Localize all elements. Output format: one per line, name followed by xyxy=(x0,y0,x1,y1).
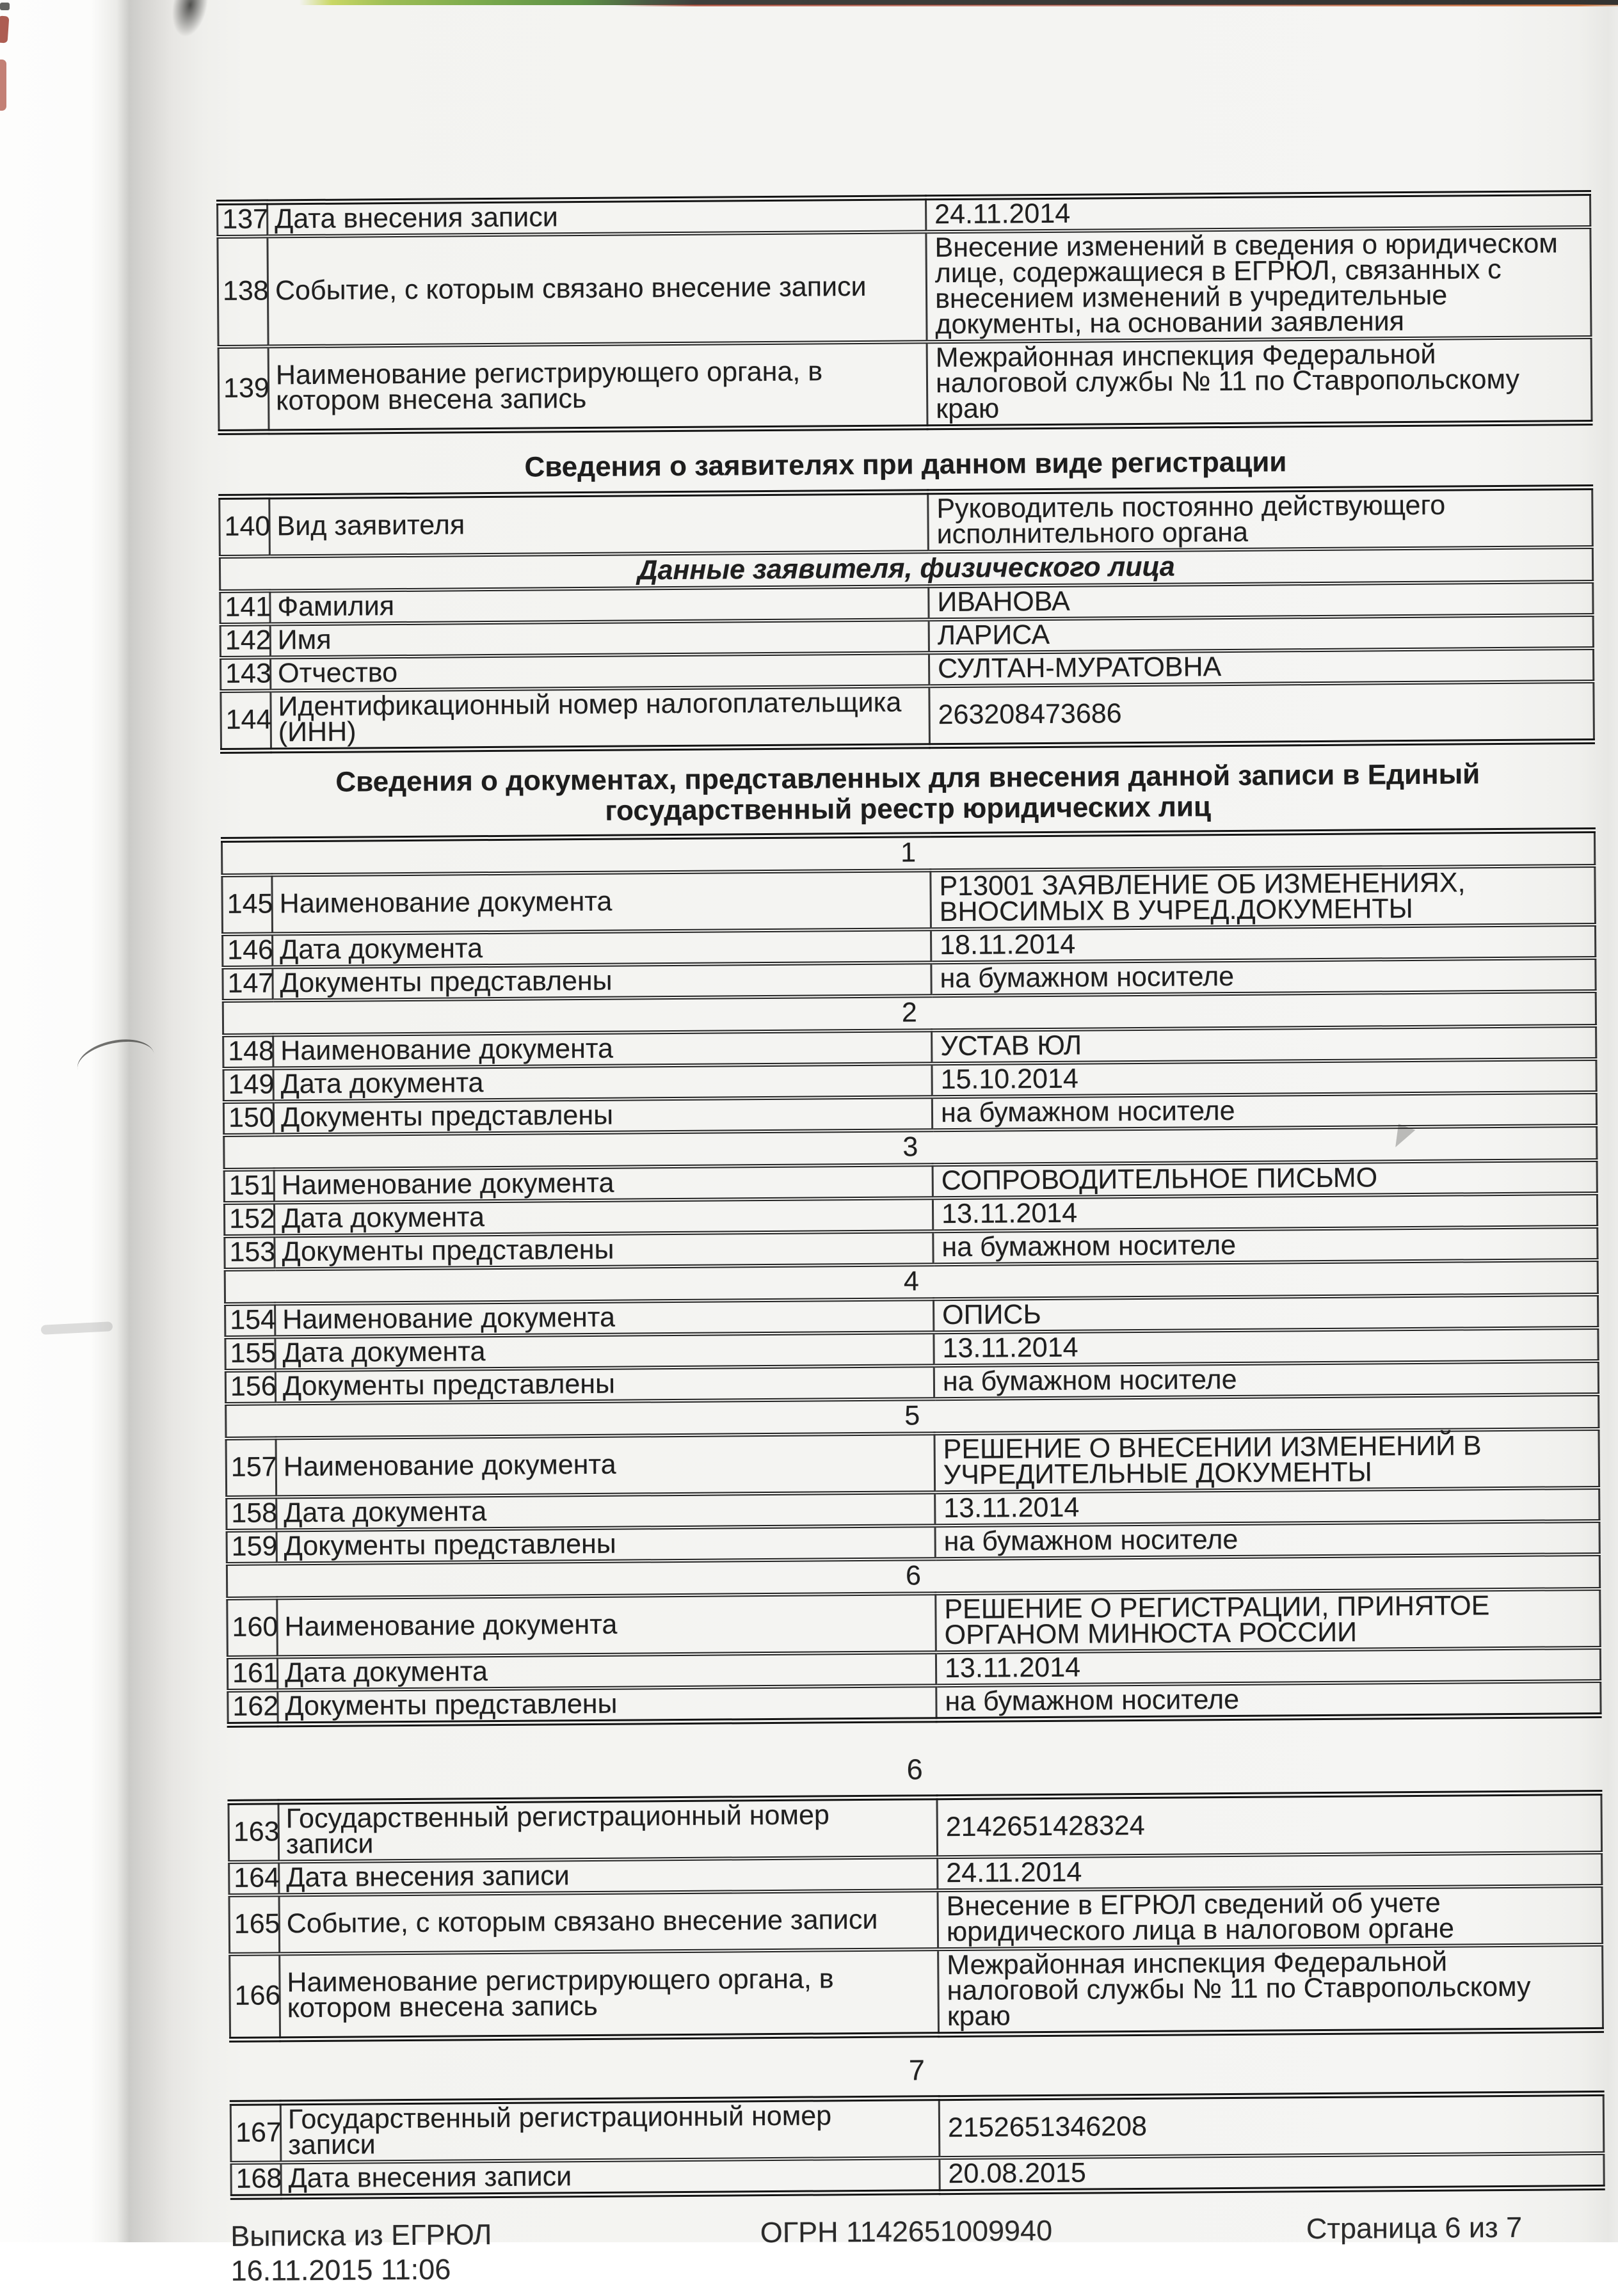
record-section-number-6: 6 xyxy=(906,1753,923,1786)
row-number-cell: 167 xyxy=(230,2103,281,2163)
row-value-cell: 13.11.2014 xyxy=(934,1328,1598,1366)
row-label-cell: Наименование документа xyxy=(276,1433,935,1497)
row-number-cell: 163 xyxy=(228,1802,279,1862)
table-row xyxy=(228,1792,1602,1862)
row-label-cell: Дата внесения записи xyxy=(281,2158,940,2197)
row-value-cell: 13.11.2014 xyxy=(936,1648,1600,1686)
table-row xyxy=(227,1589,1601,1657)
record-section-number-7: 7 xyxy=(908,2053,925,2087)
row-number-cell: 166 xyxy=(230,1954,280,2039)
row-value-cell: РЕШЕНИЕ О РЕГИСТРАЦИИ, ПРИНЯТОЕ ОРГАНОМ МИНЮСТА РОССИИ xyxy=(936,1589,1601,1652)
row-value-cell: 18.11.2014 xyxy=(931,925,1595,962)
row-label-cell: Государственный регистрационный номер записи xyxy=(280,2098,940,2163)
document-group-number-cell: 1 xyxy=(221,830,1594,875)
footer-doc-title-line: Выписка из ЕГРЮЛ xyxy=(230,2218,492,2252)
row-number-cell: 151 xyxy=(224,1169,274,1203)
document-group-number-cell: 5 xyxy=(226,1394,1599,1439)
row-number-cell: 147 xyxy=(223,967,273,1001)
row-label-cell: Наименование документа xyxy=(275,1299,934,1337)
row-number-cell: 141 xyxy=(220,591,270,625)
row-value-cell: 13.11.2014 xyxy=(935,1488,1599,1526)
row-value-cell: Руководитель постоянно действующего исполнительного органа xyxy=(928,488,1593,552)
row-number-cell: 137 xyxy=(218,202,268,237)
table-row xyxy=(218,227,1591,347)
row-value-cell: на бумажном носителе xyxy=(932,1092,1596,1130)
row-label-cell: Документы представлены xyxy=(275,1231,933,1269)
row-value-cell: 13.11.2014 xyxy=(933,1193,1597,1231)
row-number-cell: 154 xyxy=(225,1303,275,1337)
row-label-cell: Наименование документа xyxy=(274,1165,933,1202)
row-number-cell: 145 xyxy=(222,875,273,934)
record6-table xyxy=(227,1790,1604,2043)
row-value-cell: ИВАНОВА xyxy=(929,582,1593,619)
row-value-cell: 24.11.2014 xyxy=(938,1853,1602,1890)
row-number-cell: 138 xyxy=(218,236,268,347)
row-number-cell: 164 xyxy=(229,1862,279,1895)
row-value-cell: на бумажном носителе xyxy=(935,1521,1599,1559)
document-group-number-cell: 4 xyxy=(225,1260,1598,1304)
row-value-cell: Внесение изменений в сведения о юридическом лице, содержащиеся в ЕГРЮЛ, связанных с внесением изменений в учредительные документы, на основании заявления xyxy=(926,227,1591,342)
row-number-cell: 143 xyxy=(220,657,270,691)
footer-timestamp: 16.11.2015 11:06 xyxy=(230,2252,451,2287)
row-number-cell: 156 xyxy=(225,1370,275,1404)
row-label-cell: Наименование документа xyxy=(273,1030,932,1068)
table-row xyxy=(220,488,1593,557)
row-value-cell: Межрайонная инспекция Федеральной налоговой службы № 11 по Ставропольскому краю xyxy=(938,1945,1603,2035)
row-number-cell: 161 xyxy=(227,1657,277,1691)
row-label-cell: Дата документа xyxy=(277,1652,936,1690)
row-number-cell: 165 xyxy=(229,1895,280,1954)
row-label-cell: Вид заявителя xyxy=(269,492,929,557)
row-number-cell: 146 xyxy=(223,934,273,968)
row-number-cell: 158 xyxy=(227,1497,276,1531)
row-number-cell: 148 xyxy=(223,1035,273,1069)
scan-edge-red-mark xyxy=(0,15,9,43)
section-heading-applicants: Сведения о заявителях при данном виде регистрации xyxy=(524,446,1287,483)
row-label-cell: Событие, с которым связано внесение записи xyxy=(268,232,927,346)
documents-table xyxy=(221,827,1602,1728)
record7-table xyxy=(230,2091,1605,2200)
row-label-cell: Наименование регистрирующего органа, в котором внесена запись xyxy=(268,342,927,432)
row-number-cell: 144 xyxy=(221,690,271,751)
row-label-cell: Документы представлены xyxy=(278,1686,936,1725)
row-value-cell: СОПРОВОДИТЕЛЬНОЕ ПИСЬМО xyxy=(933,1160,1597,1198)
row-label-cell: Документы представлены xyxy=(273,962,931,1000)
applicant-person-subheader-cell: Данные заявителя, физического лица xyxy=(220,547,1592,591)
row-value-cell: ОПИСЬ xyxy=(934,1295,1598,1332)
document-group-number-cell: 3 xyxy=(224,1126,1597,1170)
row-value-cell: Межрайонная инспекция Федеральной налоговой службы № 11 по Ставропольскому краю xyxy=(927,337,1592,427)
row-number-cell: 153 xyxy=(225,1236,275,1270)
row-number-cell: 162 xyxy=(228,1690,278,1725)
row-label-cell: Документы представлены xyxy=(276,1526,935,1563)
document-group-number-cell: 6 xyxy=(227,1554,1599,1598)
row-value-cell: УСТАВ ЮЛ xyxy=(932,1026,1596,1064)
table-row xyxy=(222,866,1596,934)
row-label-cell: Документы представлены xyxy=(273,1097,932,1135)
scan-smudge-dash xyxy=(41,1321,113,1335)
row-number-cell: 155 xyxy=(225,1337,275,1371)
row-value-cell: Р13001 ЗАЯВЛЕНИЕ ОБ ИЗМЕНЕНИЯХ, ВНОСИМЫХ В УЧРЕД.ДОКУМЕНТЫ xyxy=(931,866,1596,929)
scan-edge-dark-dot xyxy=(0,3,10,10)
footer-doc-title xyxy=(230,2217,492,2288)
applicants-table xyxy=(218,484,1595,754)
row-value-cell: на бумажном носителе xyxy=(931,958,1596,996)
row-value-cell: РЕШЕНИЕ О ВНЕСЕНИИ ИЗМЕНЕНИЙ В УЧРЕДИТЕЛЬНЫЕ ДОКУМЕНТЫ xyxy=(934,1429,1599,1492)
row-number-cell: 157 xyxy=(226,1438,276,1497)
row-number-cell: 139 xyxy=(218,346,269,432)
page-footer xyxy=(230,2210,1606,2296)
row-label-cell: Наименование документа xyxy=(272,870,931,934)
row-label-cell: Идентификационный номер налогоплательщика (ИНН) xyxy=(271,686,930,751)
row-value-cell: 2152651346208 xyxy=(939,2093,1604,2158)
row-label-cell: Дата документа xyxy=(273,1064,932,1101)
scan-corner-smudge xyxy=(164,0,210,43)
row-number-cell: 142 xyxy=(220,624,270,658)
row-label-cell: Дата документа xyxy=(273,929,931,967)
row-number-cell: 159 xyxy=(227,1530,276,1564)
row-number-cell: 150 xyxy=(223,1101,273,1135)
row-value-cell: СУЛТАН-МУРАТОВНА xyxy=(929,648,1593,686)
table-row xyxy=(229,1886,1603,1954)
row-label-cell: Отчество xyxy=(270,653,929,690)
row-label-cell: Наименование документа xyxy=(277,1593,936,1657)
row-value-cell: ЛАРИСА xyxy=(929,615,1593,653)
row-label-cell: Дата внесения записи xyxy=(279,1857,938,1895)
row-label-cell: Дата документа xyxy=(274,1198,933,1236)
scan-edge-red-mark-2 xyxy=(0,60,6,111)
row-value-cell: 263208473686 xyxy=(929,682,1594,746)
row-number-cell: 160 xyxy=(227,1598,278,1657)
section-heading-documents: Сведения о документах, представленных для внесения данной записи в Единый государственный реестр юридических лиц xyxy=(335,758,1480,827)
table-row xyxy=(226,1429,1599,1497)
row-label-cell: Фамилия xyxy=(270,586,929,624)
row-label-cell: Событие, с которым связано внесение записи xyxy=(279,1890,938,1954)
row-label-cell: Наименование регистрирующего органа, в котором внесена запись xyxy=(280,1949,939,2039)
document-group-number-cell: 2 xyxy=(223,991,1596,1035)
table-row xyxy=(230,2093,1604,2162)
row-number-cell: 152 xyxy=(224,1202,274,1236)
row-number-cell: 140 xyxy=(220,497,270,557)
table-row xyxy=(221,682,1594,751)
row-label-cell: Государственный регистрационный номер записи xyxy=(278,1798,938,1862)
scan-top-edge-redline xyxy=(615,4,1618,6)
row-label-cell: Документы представлены xyxy=(275,1366,934,1403)
row-value-cell: 24.11.2014 xyxy=(926,193,1590,232)
row-number-cell: 149 xyxy=(223,1068,273,1102)
row-label-cell: Дата внесения записи xyxy=(268,198,926,237)
document-content xyxy=(216,190,1606,2296)
row-value-cell: на бумажном носителе xyxy=(934,1361,1598,1399)
table-row xyxy=(230,1945,1603,2039)
row-label-cell: Дата документа xyxy=(276,1492,935,1530)
row-value-cell: на бумажном носителе xyxy=(933,1227,1598,1264)
scan-fold-mark xyxy=(73,1033,158,1090)
row-number-cell: 168 xyxy=(231,2162,281,2197)
row-value-cell: на бумажном носителе xyxy=(936,1681,1601,1720)
row-value-cell: 20.08.2015 xyxy=(940,2153,1604,2192)
footer-ogrn: ОГРН 1142651009940 xyxy=(760,2213,1053,2249)
row-value-cell: 2142651428324 xyxy=(937,1792,1602,1857)
record-tail-table xyxy=(216,190,1593,435)
row-value-cell: 15.10.2014 xyxy=(932,1059,1596,1097)
row-label-cell: Имя xyxy=(270,619,929,657)
row-label-cell: Дата документа xyxy=(275,1332,934,1370)
table-row xyxy=(218,337,1592,432)
row-value-cell: Внесение в ЕГРЮЛ сведений об учете юридического лица в налоговом органе xyxy=(938,1886,1603,1949)
footer-page-number: Страница 6 из 7 xyxy=(1306,2210,1523,2245)
